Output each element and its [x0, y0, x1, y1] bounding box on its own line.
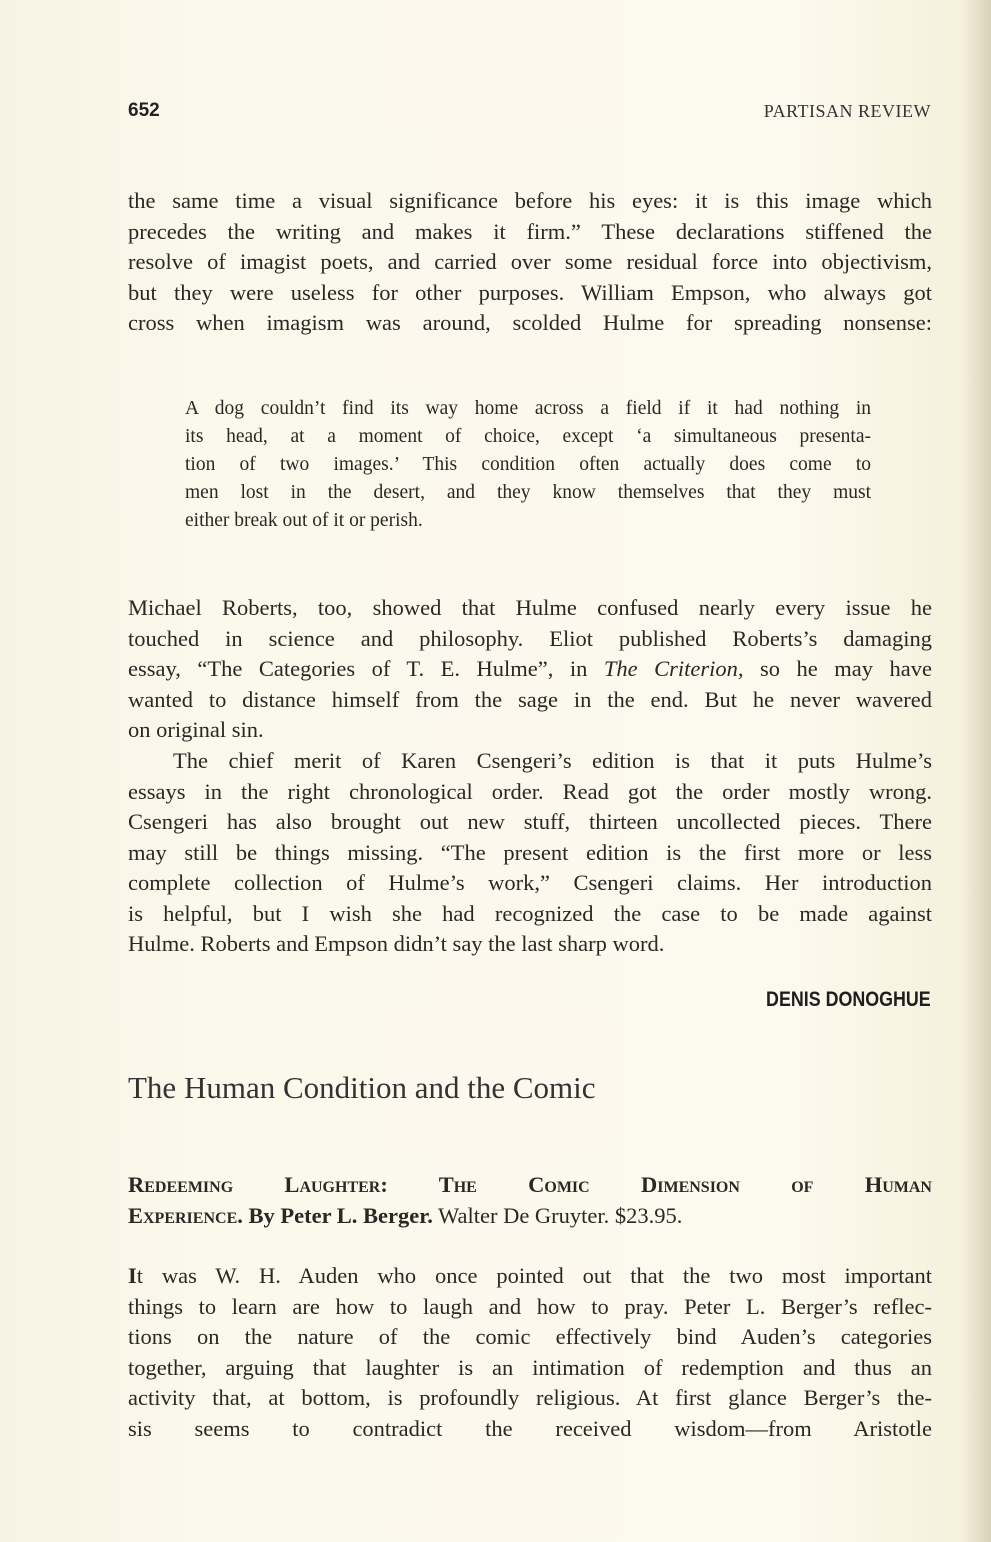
text-line: cross when imagism was around, scolded Hulme for spreading nonsense: [128, 310, 932, 335]
text-line: The chief merit of Karen Csengeri’s edition is that it puts Hulme’s [173, 748, 932, 773]
text-segment: essay, “The Categories of T. E. Hulme”, in [128, 656, 604, 681]
review-title: The Human Condition and the Comic [128, 1070, 596, 1105]
text-line [128, 1261, 932, 1292]
text-line: resolve of imagist poets, and carried over some residual force into objectivism, [128, 249, 932, 274]
author-signature: DENIS DONOGHUE [766, 988, 931, 1011]
paragraph-3 [128, 746, 932, 960]
page-number: 652 [128, 100, 160, 121]
text-line: either break out of it or perish. [185, 510, 423, 531]
text-line: is helpful, but I wish she had recognized the case to be made against [128, 900, 932, 926]
text-segment: Experience. [128, 1202, 243, 1228]
text-segment: t was W. H. Auden who once pointed out that the two most important [136, 1263, 932, 1288]
paragraph-4 [128, 1261, 932, 1444]
text-line: precedes the writing and makes it firm.” These declarations stiffened the [128, 218, 932, 244]
paragraph-2 [128, 593, 932, 746]
block-quote [185, 395, 871, 535]
text-line: on original sin. [128, 717, 264, 742]
text-line: wanted to distance himself from the sage in the end. But he never wavered [128, 686, 932, 712]
text-line: but they were useless for other purposes. William Empson, who always got [128, 279, 932, 305]
text-segment: so he may have [743, 656, 932, 681]
paragraph-1 [128, 186, 932, 339]
text-line: tion of two images.’ This condition often actually does come to [185, 454, 871, 475]
text-segment: Redeeming Laughter: The Comic Dimension of Human [128, 1172, 932, 1197]
text-segment: Walter De Gruyter. $23.95. [432, 1202, 683, 1228]
text-line: activity that, at bottom, is profoundly religious. At first glance Berger’s the- [128, 1385, 932, 1410]
running-title: PARTISAN REVIEW [763, 101, 931, 121]
text-segment: The Criterion, [603, 656, 744, 681]
text-line [128, 654, 932, 685]
book-heading [128, 1170, 932, 1231]
text-line: Michael Roberts, too, showed that Hulme confused nearly every issue he [128, 595, 932, 620]
text-segment: I [128, 1263, 137, 1288]
text-line: may still be things missing. “The present edition is the first more or less [128, 839, 932, 865]
text-line: Hulme. Roberts and Empson didn’t say the last sharp word. [128, 931, 665, 956]
text-line: its head, at a moment of choice, except ‘a simultaneous presenta- [185, 426, 871, 447]
text-line: sis seems to contradict the received wisdom—from Aristotle [128, 1415, 932, 1441]
text-line [128, 1170, 932, 1201]
text-line: tions on the nature of the comic effectively bind Auden’s categories [128, 1324, 932, 1349]
text-line [128, 1201, 932, 1232]
text-line: complete collection of Hulme’s work,” Csengeri claims. Her introduction [128, 870, 932, 895]
text-line: things to learn are how to laugh and how to pray. Peter L. Berger’s reflec- [128, 1293, 932, 1319]
text-line: Csengeri has also brought out new stuff, thirteen uncollected pieces. There [128, 809, 932, 834]
text-line: touched in science and philosophy. Eliot published Roberts’s damaging [128, 625, 932, 651]
text-line: the same time a visual significance before his eyes: it is this image which [128, 188, 932, 213]
text-line: men lost in the desert, and they know themselves that they must [185, 482, 871, 503]
text-line: together, arguing that laughter is an intimation of redemption and thus an [128, 1354, 932, 1380]
text-line: A dog couldn’t find its way home across a field if it had nothing in [185, 398, 871, 419]
text-line: essays in the right chronological order. Read got the order mostly wrong. [128, 778, 932, 804]
text-segment: By Peter L. Berger. [242, 1202, 433, 1228]
